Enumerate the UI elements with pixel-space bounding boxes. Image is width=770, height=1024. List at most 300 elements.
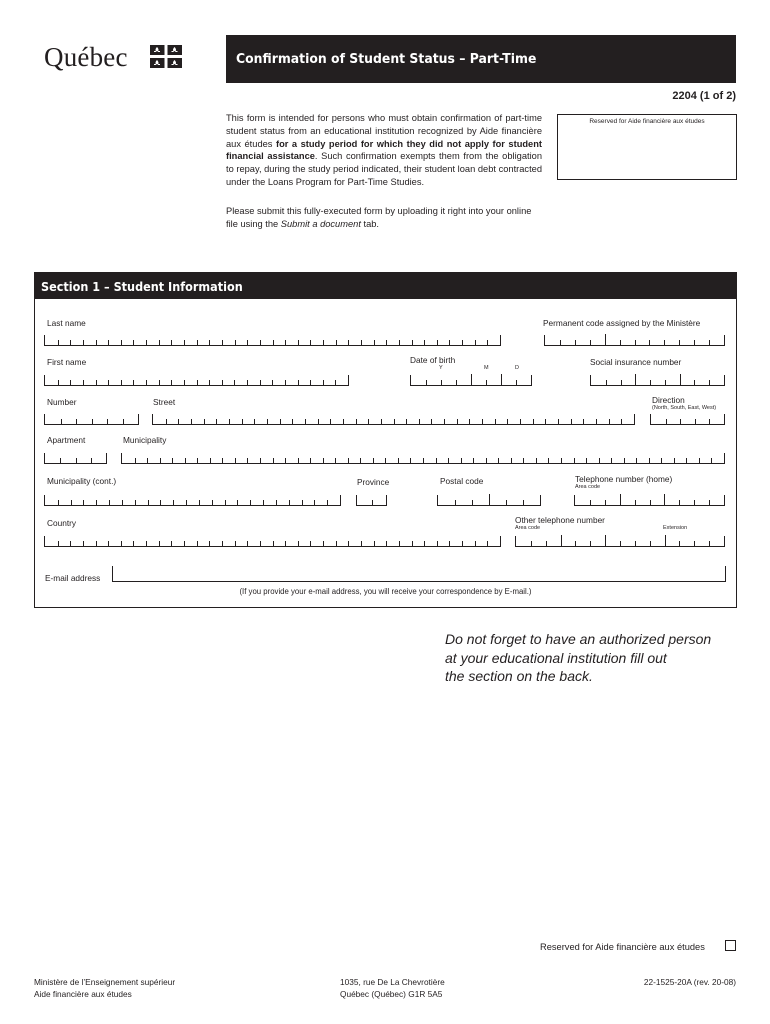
comb-tick bbox=[310, 340, 311, 345]
comb-tick bbox=[560, 340, 561, 345]
comb-tick bbox=[318, 419, 319, 424]
comb-tick bbox=[635, 340, 636, 345]
comb-tick bbox=[516, 380, 517, 385]
comb-tick bbox=[605, 535, 606, 546]
comb-tick bbox=[426, 380, 427, 385]
comb-tick bbox=[310, 541, 311, 546]
comb-tick bbox=[372, 500, 373, 505]
comb-tick bbox=[620, 494, 621, 505]
comb-tick bbox=[545, 419, 546, 424]
municipality-label: Municipality bbox=[123, 435, 167, 445]
province-field[interactable] bbox=[356, 495, 387, 506]
date-of-birth-field[interactable] bbox=[410, 375, 532, 386]
comb-tick bbox=[260, 458, 261, 463]
comb-tick bbox=[498, 458, 499, 463]
other-area-code-label: Area code bbox=[515, 525, 541, 531]
sin-field[interactable] bbox=[590, 375, 725, 386]
comb-tick bbox=[635, 374, 636, 385]
comb-tick bbox=[285, 541, 286, 546]
comb-tick bbox=[590, 340, 591, 345]
comb-tick bbox=[373, 458, 374, 463]
comb-tick bbox=[548, 458, 549, 463]
quebec-logo-text: Québec bbox=[44, 42, 128, 72]
dob-day-label: D bbox=[515, 365, 519, 371]
comb-tick bbox=[107, 419, 108, 424]
comb-tick bbox=[348, 340, 349, 345]
comb-tick bbox=[374, 340, 375, 345]
comb-tick bbox=[523, 458, 524, 463]
comb-tick bbox=[197, 340, 198, 345]
comb-tick bbox=[348, 541, 349, 546]
comb-tick bbox=[412, 541, 413, 546]
comb-tick bbox=[61, 419, 62, 424]
comb-tick bbox=[58, 380, 59, 385]
comb-tick bbox=[323, 541, 324, 546]
comb-tick bbox=[197, 380, 198, 385]
comb-tick bbox=[289, 500, 290, 505]
permanent-code-field[interactable] bbox=[544, 335, 725, 346]
comb-tick bbox=[449, 541, 450, 546]
comb-tick bbox=[511, 458, 512, 463]
comb-tick bbox=[108, 541, 109, 546]
comb-tick bbox=[260, 541, 261, 546]
comb-tick bbox=[298, 458, 299, 463]
comb-tick bbox=[410, 458, 411, 463]
comb-tick bbox=[204, 419, 205, 424]
comb-tick bbox=[486, 458, 487, 463]
footer-address bbox=[340, 977, 445, 1000]
comb-tick bbox=[242, 419, 243, 424]
comb-tick bbox=[323, 458, 324, 463]
comb-tick bbox=[122, 500, 123, 505]
comb-tick bbox=[276, 500, 277, 505]
telephone-home-label: Telephone number (home) bbox=[575, 474, 673, 484]
comb-tick bbox=[449, 340, 450, 345]
comb-tick bbox=[624, 458, 625, 463]
comb-tick bbox=[621, 380, 622, 385]
comb-tick bbox=[260, 380, 261, 385]
comb-tick bbox=[441, 380, 442, 385]
section-title: Section 1 – Student Information bbox=[41, 279, 243, 294]
comb-tick bbox=[314, 500, 315, 505]
first-name-label: First name bbox=[47, 357, 87, 367]
comb-tick bbox=[471, 374, 472, 385]
comb-tick bbox=[456, 380, 457, 385]
comb-tick bbox=[679, 340, 680, 345]
comb-tick bbox=[586, 458, 587, 463]
comb-tick bbox=[709, 380, 710, 385]
comb-tick bbox=[664, 340, 665, 345]
comb-tick bbox=[171, 340, 172, 345]
intro-bold: for a study period for which they did not apply for student financial assistance bbox=[226, 138, 543, 162]
comb-tick bbox=[709, 541, 710, 546]
comb-tick bbox=[229, 419, 230, 424]
comb-tick bbox=[146, 380, 147, 385]
comb-tick bbox=[590, 541, 591, 546]
comb-tick bbox=[709, 500, 710, 505]
comb-tick bbox=[147, 458, 148, 463]
comb-tick bbox=[335, 458, 336, 463]
comb-tick bbox=[148, 500, 149, 505]
comb-tick bbox=[399, 541, 400, 546]
comb-tick bbox=[665, 535, 666, 546]
comb-tick bbox=[186, 500, 187, 505]
comb-tick bbox=[91, 458, 92, 463]
comb-tick bbox=[159, 340, 160, 345]
comb-tick bbox=[92, 419, 93, 424]
comb-tick bbox=[109, 500, 110, 505]
comb-tick bbox=[609, 419, 610, 424]
comb-tick bbox=[273, 541, 274, 546]
comb-tick bbox=[709, 419, 710, 424]
comb-tick bbox=[650, 500, 651, 505]
comb-tick bbox=[302, 500, 303, 505]
comb-tick bbox=[133, 380, 134, 385]
comb-tick bbox=[482, 419, 483, 424]
comb-tick bbox=[260, 340, 261, 345]
comb-tick bbox=[166, 419, 167, 424]
comb-tick bbox=[574, 458, 575, 463]
last-name-field[interactable] bbox=[44, 335, 501, 346]
comb-tick bbox=[419, 419, 420, 424]
comb-tick bbox=[71, 500, 72, 505]
form-title: Confirmation of Student Status – Part-Time bbox=[236, 51, 537, 67]
comb-tick bbox=[412, 340, 413, 345]
comb-tick bbox=[520, 419, 521, 424]
address-line-1: 1035, rue De La Chevrotière bbox=[340, 977, 445, 987]
comb-tick bbox=[70, 340, 71, 345]
comb-tick bbox=[695, 419, 696, 424]
comb-tick bbox=[184, 340, 185, 345]
comb-tick bbox=[209, 340, 210, 345]
comb-tick bbox=[455, 500, 456, 505]
comb-tick bbox=[680, 374, 681, 385]
comb-tick bbox=[486, 380, 487, 385]
comb-tick bbox=[235, 541, 236, 546]
comb-tick bbox=[394, 419, 395, 424]
comb-tick bbox=[406, 419, 407, 424]
comb-tick bbox=[267, 419, 268, 424]
comb-tick bbox=[368, 419, 369, 424]
permanent-code-label: Permanent code assigned by the Ministère bbox=[543, 318, 701, 328]
comb-tick bbox=[489, 494, 490, 505]
comb-tick bbox=[160, 500, 161, 505]
comb-tick bbox=[583, 419, 584, 424]
comb-tick bbox=[178, 419, 179, 424]
address-line-2: Québec (Québec) G1R 5A5 bbox=[340, 988, 443, 999]
comb-tick bbox=[558, 419, 559, 424]
comb-tick bbox=[235, 340, 236, 345]
comb-tick bbox=[209, 380, 210, 385]
comb-tick bbox=[606, 380, 607, 385]
comb-tick bbox=[680, 419, 681, 424]
comb-tick bbox=[361, 541, 362, 546]
comb-tick bbox=[424, 541, 425, 546]
comb-tick bbox=[184, 541, 185, 546]
comb-tick bbox=[360, 458, 361, 463]
comb-tick bbox=[611, 458, 612, 463]
date-of-birth-label: Date of birth bbox=[410, 355, 456, 365]
comb-tick bbox=[273, 458, 274, 463]
comb-tick bbox=[666, 419, 667, 424]
comb-tick bbox=[285, 458, 286, 463]
comb-tick bbox=[171, 541, 172, 546]
comb-tick bbox=[694, 541, 695, 546]
comb-tick bbox=[431, 419, 432, 424]
comb-tick bbox=[70, 541, 71, 546]
comb-tick bbox=[423, 458, 424, 463]
intro-text-2: . Such confirmation exempts them from the obligation to repay, during the study period indicated, their student loan debt contracted under the Loans Program for Part-Time Studies. bbox=[226, 151, 542, 187]
comb-tick bbox=[437, 340, 438, 345]
submit-paragraph bbox=[226, 205, 542, 231]
comb-tick bbox=[374, 541, 375, 546]
comb-tick bbox=[620, 541, 621, 546]
intro-text-1: This form is intended for persons who must obtain confirmation of part-time student status from an educational institution recognized by Aide financière aux études bbox=[226, 113, 542, 149]
comb-tick bbox=[679, 541, 680, 546]
comb-tick bbox=[298, 380, 299, 385]
comb-tick bbox=[108, 340, 109, 345]
first-name-field[interactable] bbox=[44, 375, 349, 386]
comb-tick bbox=[250, 500, 251, 505]
comb-tick bbox=[507, 419, 508, 424]
comb-tick bbox=[649, 458, 650, 463]
footer-reserved-label: Reserved for Aide financière aux études bbox=[540, 942, 705, 952]
ministry-line-2: Aide financière aux études bbox=[34, 988, 132, 999]
country-field[interactable] bbox=[44, 536, 501, 547]
comb-tick bbox=[280, 419, 281, 424]
comb-tick bbox=[292, 419, 293, 424]
comb-tick bbox=[650, 541, 651, 546]
comb-tick bbox=[222, 541, 223, 546]
comb-tick bbox=[235, 458, 236, 463]
comb-tick bbox=[197, 458, 198, 463]
submit-tab-name: Submit a document bbox=[280, 218, 361, 229]
comb-tick bbox=[487, 541, 488, 546]
comb-tick bbox=[523, 500, 524, 505]
comb-tick bbox=[711, 458, 712, 463]
country-label: Country bbox=[47, 518, 77, 528]
telephone-home-field[interactable] bbox=[574, 495, 725, 506]
comb-tick bbox=[58, 340, 59, 345]
comb-tick bbox=[222, 458, 223, 463]
number-field[interactable] bbox=[44, 414, 139, 425]
comb-tick bbox=[108, 380, 109, 385]
comb-tick bbox=[184, 380, 185, 385]
comb-tick bbox=[457, 419, 458, 424]
comb-tick bbox=[575, 340, 576, 345]
apartment-field[interactable] bbox=[44, 453, 107, 464]
comb-tick bbox=[398, 458, 399, 463]
comb-tick bbox=[146, 340, 147, 345]
comb-tick bbox=[635, 500, 636, 505]
municipality-cont-field[interactable] bbox=[44, 495, 341, 506]
comb-tick bbox=[635, 541, 636, 546]
comb-tick bbox=[298, 541, 299, 546]
reserved-box bbox=[557, 114, 737, 180]
comb-tick bbox=[83, 340, 84, 345]
email-field[interactable] bbox=[112, 566, 726, 582]
comb-tick bbox=[298, 340, 299, 345]
comb-tick bbox=[310, 380, 311, 385]
number-label: Number bbox=[47, 397, 77, 407]
ministry-line-1: Ministère de l’Enseignement supérieur bbox=[34, 977, 176, 987]
comb-tick bbox=[575, 541, 576, 546]
comb-tick bbox=[674, 458, 675, 463]
comb-tick bbox=[636, 458, 637, 463]
comb-tick bbox=[216, 419, 217, 424]
comb-tick bbox=[361, 340, 362, 345]
comb-tick bbox=[679, 500, 680, 505]
apartment-label: Apartment bbox=[47, 435, 86, 445]
comb-tick bbox=[173, 500, 174, 505]
reminder-line-1: Do not forget to have an authorized person bbox=[445, 631, 712, 647]
comb-tick bbox=[222, 380, 223, 385]
comb-tick bbox=[533, 419, 534, 424]
section-student-information bbox=[34, 272, 737, 608]
comb-tick bbox=[424, 340, 425, 345]
comb-tick bbox=[501, 374, 502, 385]
comb-tick bbox=[386, 340, 387, 345]
comb-tick bbox=[461, 458, 462, 463]
comb-tick bbox=[694, 380, 695, 385]
comb-tick bbox=[323, 380, 324, 385]
comb-tick bbox=[209, 541, 210, 546]
comb-tick bbox=[709, 340, 710, 345]
comb-tick bbox=[694, 500, 695, 505]
comb-tick bbox=[385, 458, 386, 463]
comb-tick bbox=[222, 340, 223, 345]
comb-tick bbox=[191, 419, 192, 424]
municipality-cont-label: Municipality (cont.) bbox=[47, 476, 117, 486]
comb-tick bbox=[285, 340, 286, 345]
street-field[interactable] bbox=[152, 414, 635, 425]
email-label: E-mail address bbox=[45, 573, 101, 583]
sin-label: Social insurance number bbox=[590, 357, 682, 367]
comb-tick bbox=[536, 458, 537, 463]
comb-tick bbox=[381, 419, 382, 424]
comb-tick bbox=[160, 458, 161, 463]
comb-tick bbox=[76, 419, 77, 424]
comb-tick bbox=[462, 541, 463, 546]
reserved-box-label: Reserved for Aide financière aux études bbox=[589, 118, 705, 125]
comb-tick bbox=[121, 380, 122, 385]
comb-tick bbox=[386, 541, 387, 546]
comb-tick bbox=[247, 541, 248, 546]
comb-tick bbox=[60, 458, 61, 463]
comb-tick bbox=[620, 340, 621, 345]
comb-tick bbox=[473, 458, 474, 463]
footer-ministry bbox=[34, 977, 175, 1000]
province-label: Province bbox=[357, 477, 390, 487]
comb-tick bbox=[571, 419, 572, 424]
comb-tick bbox=[199, 500, 200, 505]
comb-tick bbox=[686, 458, 687, 463]
comb-tick bbox=[605, 500, 606, 505]
comb-tick bbox=[621, 419, 622, 424]
comb-tick bbox=[76, 458, 77, 463]
telephone-area-code-label: Area code bbox=[575, 484, 601, 490]
submit-text-1: Please submit this fully-executed form by uploading it right into your online file using the bbox=[226, 206, 532, 229]
comb-tick bbox=[506, 500, 507, 505]
comb-tick bbox=[234, 380, 235, 385]
comb-tick bbox=[665, 380, 666, 385]
municipality-field[interactable] bbox=[121, 453, 725, 464]
comb-tick bbox=[96, 541, 97, 546]
comb-tick bbox=[336, 340, 337, 345]
comb-tick bbox=[475, 340, 476, 345]
comb-tick bbox=[185, 458, 186, 463]
postal-code-label: Postal code bbox=[440, 476, 484, 486]
comb-tick bbox=[133, 541, 134, 546]
other-telephone-label: Other telephone number bbox=[515, 515, 605, 525]
direction-field[interactable] bbox=[650, 414, 725, 425]
comb-tick bbox=[58, 541, 59, 546]
comb-tick bbox=[247, 380, 248, 385]
reminder-line-2: at your educational institution fill out bbox=[445, 649, 667, 666]
comb-tick bbox=[225, 500, 226, 505]
last-name-label: Last name bbox=[47, 318, 86, 328]
comb-tick bbox=[263, 500, 264, 505]
comb-tick bbox=[475, 541, 476, 546]
comb-tick bbox=[123, 419, 124, 424]
comb-tick bbox=[58, 500, 59, 505]
comb-tick bbox=[561, 458, 562, 463]
comb-tick bbox=[546, 541, 547, 546]
comb-tick bbox=[272, 380, 273, 385]
comb-tick bbox=[247, 458, 248, 463]
direction-hint: (North, South, East, West) bbox=[652, 405, 717, 411]
comb-tick bbox=[444, 419, 445, 424]
comb-tick bbox=[237, 500, 238, 505]
comb-tick bbox=[661, 458, 662, 463]
comb-tick bbox=[146, 541, 147, 546]
comb-tick bbox=[330, 419, 331, 424]
reserved-checkbox[interactable] bbox=[725, 940, 736, 951]
comb-tick bbox=[336, 541, 337, 546]
comb-tick bbox=[561, 535, 562, 546]
submit-text-2: tab. bbox=[360, 218, 379, 229]
comb-tick bbox=[436, 458, 437, 463]
comb-tick bbox=[212, 500, 213, 505]
comb-tick bbox=[305, 419, 306, 424]
comb-tick bbox=[472, 500, 473, 505]
comb-tick bbox=[172, 458, 173, 463]
comb-tick bbox=[96, 340, 97, 345]
postal-code-field[interactable] bbox=[437, 495, 541, 506]
dob-month-label: M bbox=[484, 365, 489, 371]
comb-tick bbox=[343, 419, 344, 424]
comb-tick bbox=[694, 340, 695, 345]
email-note: (If you provide your e-mail address, you will receive your correspondence by E-mail.) bbox=[239, 587, 532, 596]
comb-tick bbox=[96, 500, 97, 505]
form-number: 2204 (1 of 2) bbox=[672, 90, 736, 102]
comb-tick bbox=[590, 500, 591, 505]
title-bar bbox=[226, 35, 736, 83]
direction-label: Direction bbox=[652, 395, 685, 405]
street-label: Street bbox=[153, 397, 176, 407]
other-telephone-field[interactable] bbox=[515, 536, 725, 547]
comb-tick bbox=[285, 380, 286, 385]
comb-tick bbox=[664, 494, 665, 505]
comb-tick bbox=[247, 340, 248, 345]
dob-year-label: Y bbox=[439, 365, 443, 371]
comb-tick bbox=[121, 340, 122, 345]
comb-tick bbox=[83, 500, 84, 505]
comb-tick bbox=[649, 340, 650, 345]
comb-tick bbox=[96, 380, 97, 385]
comb-tick bbox=[159, 380, 160, 385]
comb-tick bbox=[348, 458, 349, 463]
